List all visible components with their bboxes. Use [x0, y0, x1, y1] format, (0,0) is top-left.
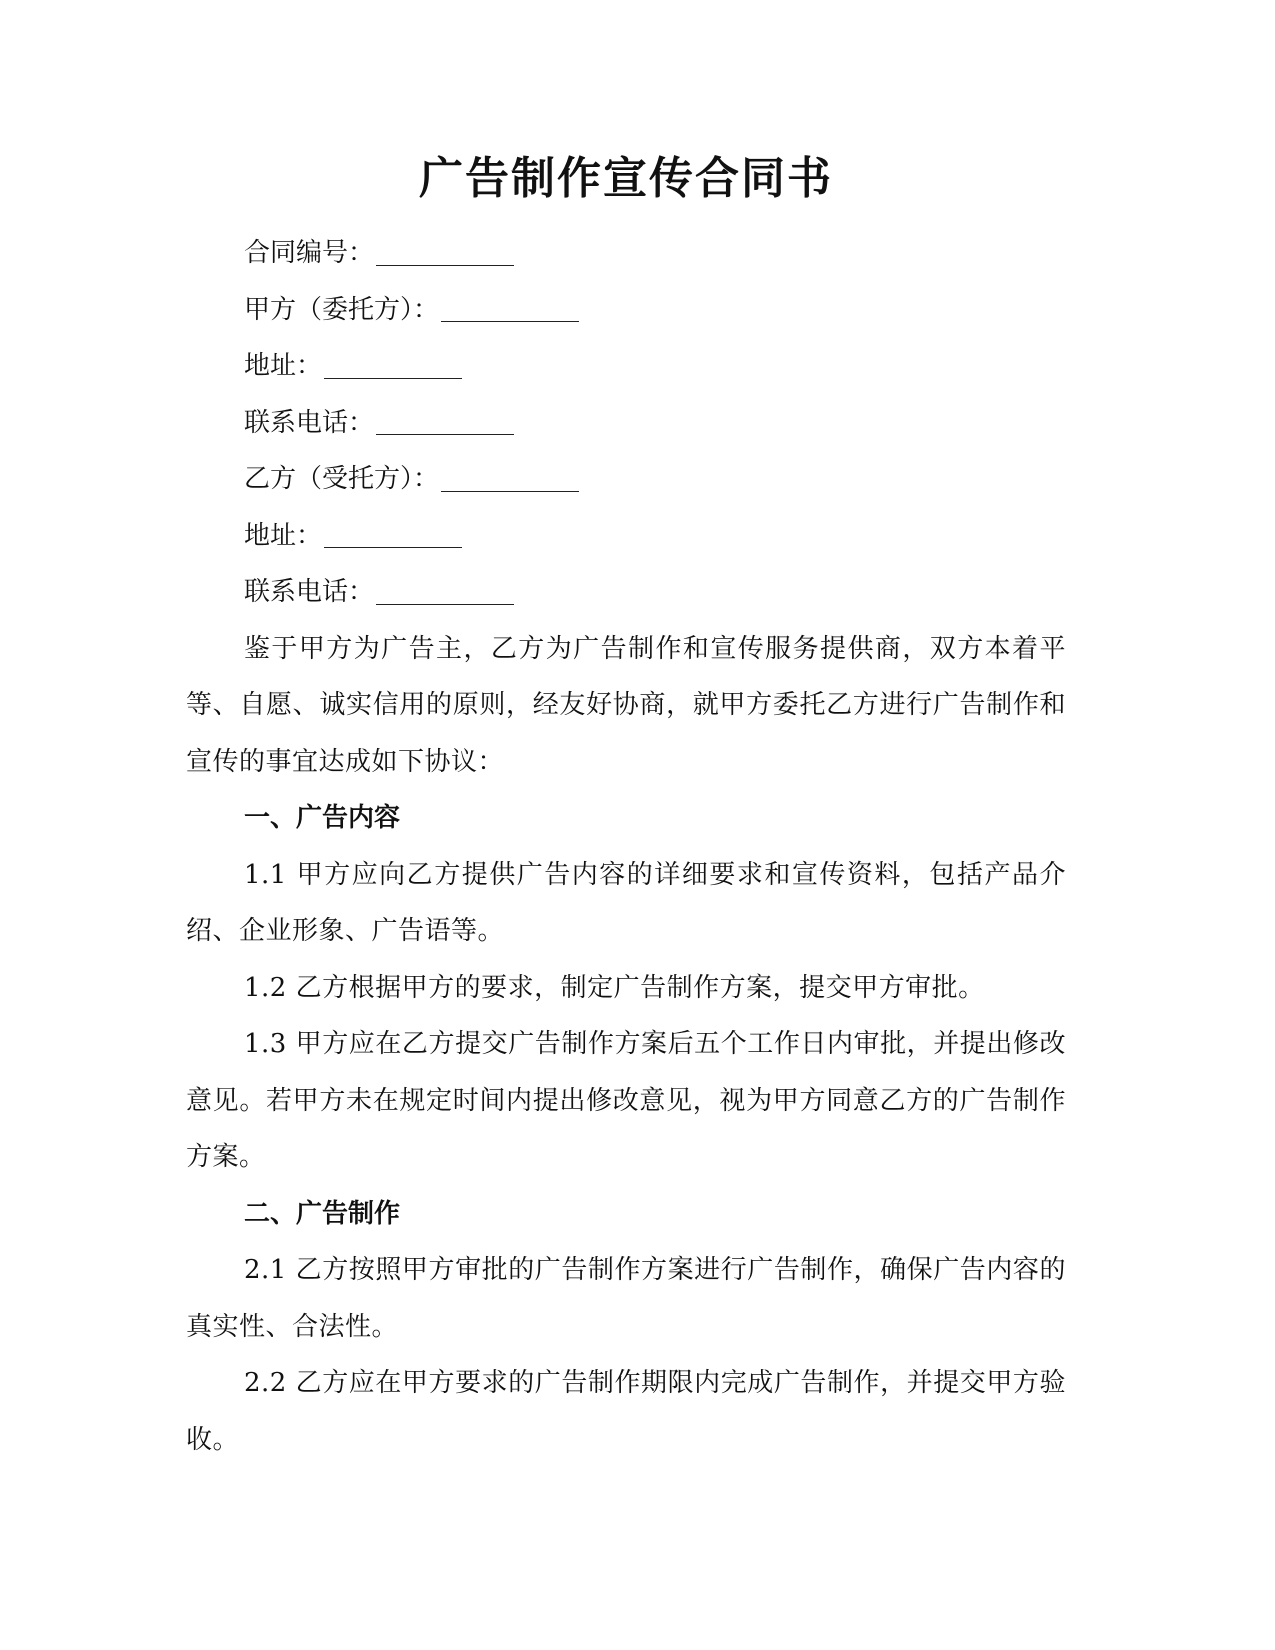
- party-a-phone-field: [186, 395, 1066, 452]
- field-label: 地址：: [244, 520, 323, 551]
- clause-1-2: 1.2 乙方根据甲方的要求，制定广告制作方案，提交甲方审批。: [244, 972, 985, 1003]
- document-content: [186, 145, 1066, 1468]
- fill-in-blank: [376, 251, 514, 266]
- field-label: 甲方（委托方）：: [244, 294, 440, 325]
- fill-in-blank: [376, 590, 514, 605]
- clause-2-2: 2.2 乙方应在甲方要求的广告制作期限内完成广告制作，并提交甲方验收。: [186, 1368, 1066, 1455]
- field-label: 合同编号：: [244, 238, 375, 268]
- party-b-phone-field: [186, 564, 1066, 621]
- clause-2-1: 2.1 乙方按照甲方审批的广告制作方案进行广告制作，确保广告内容的真实性、合法性。: [186, 1255, 1066, 1342]
- party-a-field: [186, 282, 1066, 339]
- contract-number-field: [186, 225, 1066, 282]
- fill-in-blank: [324, 364, 462, 379]
- fill-in-blank: [324, 533, 462, 548]
- party-a-address-field: [186, 338, 1066, 395]
- fill-in-blank: [441, 477, 579, 492]
- field-label: 联系电话：: [244, 577, 375, 607]
- party-b-address-field: [186, 508, 1066, 565]
- field-label: 地址：: [244, 351, 323, 381]
- fill-in-blank: [441, 307, 579, 322]
- fill-in-blank: [376, 420, 514, 435]
- clause-1-3: 1.3 甲方应在乙方提交广告制作方案后五个工作日内审批，并提出修改意见。若甲方未在规定时间内提出修改意见，视为甲方同意乙方的广告制作方案。: [186, 1029, 1066, 1172]
- field-label: 联系电话：: [244, 407, 375, 438]
- section-heading-ad-content: 一、广告内容: [244, 803, 401, 833]
- party-b-field: [186, 451, 1066, 508]
- field-label: 乙方（受托方）：: [244, 464, 440, 494]
- intro-paragraph: 鉴于甲方为广告主，乙方为广告制作和宣传服务提供商，双方本着平等、自愿、诚实信用的原则，经友好协商，就甲方委托乙方进行广告制作和宣传的事宜达成如下协议：: [186, 633, 1066, 777]
- document-title: 广告制作宣传合同书: [419, 153, 833, 204]
- clause-1-1: 1.1 甲方应向乙方提供广告内容的详细要求和宣传资料，包括产品介绍、企业形象、广告语等。: [186, 859, 1066, 946]
- section-heading-ad-production: 二、广告制作: [244, 1198, 401, 1229]
